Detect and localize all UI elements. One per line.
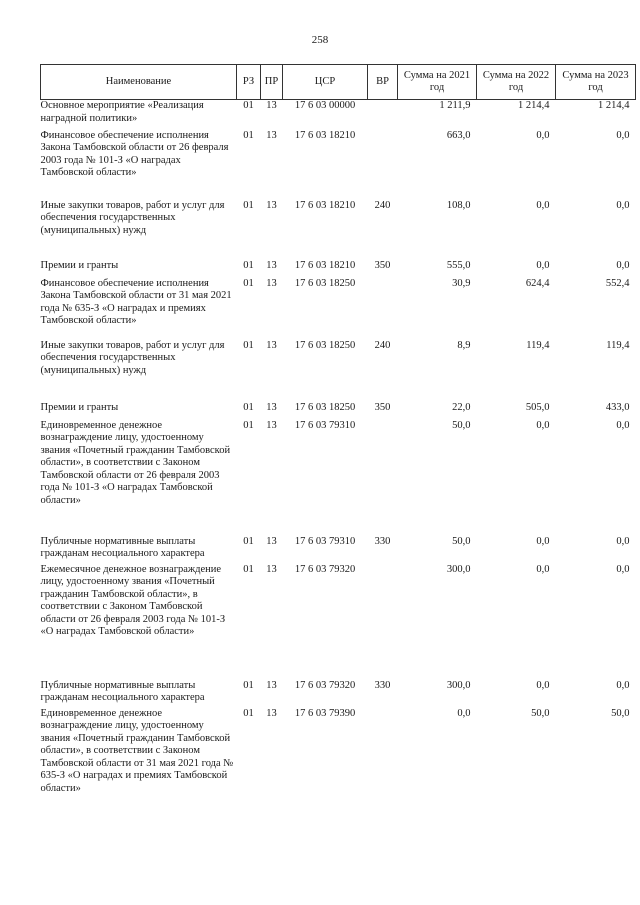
cell-sum-2023: 0,0 <box>616 419 630 431</box>
cell-vr <box>368 100 398 130</box>
cell-csr: 17 6 03 18250 <box>294 339 356 351</box>
cell-vr: 240 <box>374 339 391 351</box>
cell-csr: 17 6 03 18250 <box>294 277 356 289</box>
header-sum-2021: Сумма на 2021 год <box>398 65 477 100</box>
cell-sum-2022: 1 214,4 <box>518 100 550 111</box>
cell-sum-2022: 0,0 <box>536 259 550 271</box>
cell-pr: 13 <box>266 535 277 547</box>
cell-sum-2023: 119,4 <box>606 339 630 351</box>
cell-csr: 17 6 03 18210 <box>294 259 356 271</box>
cell-name: Ежемесячное денежное вознаграждение лицу, удостоенному звания «Почетный гражданин Тамбовской области», в соответствии с Законом Тамбовской области от 26 февраля 2003 года № 101-З «О наградах Тамбовской области» <box>40 563 226 637</box>
cell-vr: 330 <box>374 535 391 547</box>
cell-name: Иные закупки товаров, работ и услуг для обеспечения государственных (муниципальных) нужд <box>40 339 225 376</box>
cell-pr: 13 <box>266 707 277 719</box>
cell-name: Премии и гранты <box>40 401 119 413</box>
cell-name: Публичные нормативные выплаты гражданам несоциального характера <box>40 679 205 703</box>
cell-sum-2021: 50,0 <box>452 419 471 431</box>
cell-sum-2021: 1 211,9 <box>439 100 471 111</box>
cell-name: Публичные нормативные выплаты гражданам несоциального характера <box>40 535 205 559</box>
cell-sum-2021: 108,0 <box>446 199 471 211</box>
budget-table <box>40 64 636 824</box>
cell-rz: 01 <box>243 259 254 271</box>
page-number: 258 <box>311 34 329 46</box>
table-header <box>41 65 636 100</box>
header-pr: ПР <box>261 65 283 100</box>
header-csr: ЦСР <box>283 65 368 100</box>
cell-sum-2023: 433,0 <box>605 401 630 413</box>
cell-vr: 350 <box>374 401 391 413</box>
header-sum-2023: Сумма на 2023 год <box>556 65 636 100</box>
cell-sum-2021: 300,0 <box>446 563 471 575</box>
cell-sum-2021: 555,0 <box>446 259 471 271</box>
cell-rz: 01 <box>243 707 254 719</box>
cell-vr <box>368 130 398 200</box>
table-row <box>41 564 636 680</box>
cell-vr: 330 <box>374 679 391 691</box>
cell-sum-2021: 22,0 <box>452 401 471 413</box>
cell-sum-2022: 0,0 <box>536 679 550 691</box>
cell-name: Иные закупки товаров, работ и услуг для обеспечения государственных (муниципальных) нужд <box>40 199 225 236</box>
table-row <box>41 402 636 420</box>
table-row <box>41 536 636 564</box>
cell-sum-2021: 663,0 <box>446 129 471 141</box>
cell-vr <box>368 278 398 340</box>
table-row <box>41 680 636 708</box>
cell-sum-2023: 0,0 <box>616 535 630 547</box>
cell-sum-2021: 300,0 <box>446 679 471 691</box>
header-row <box>41 65 636 100</box>
header-sum-2022: Сумма на 2022 год <box>477 65 556 100</box>
cell-csr: 17 6 03 18250 <box>294 401 356 413</box>
cell-sum-2023: 0,0 <box>616 679 630 691</box>
cell-sum-2023: 0,0 <box>616 259 630 271</box>
header-vr: ВР <box>368 65 398 100</box>
table-row <box>41 420 636 536</box>
cell-pr: 13 <box>266 129 277 141</box>
cell-rz: 01 <box>243 339 254 351</box>
cell-rz: 01 <box>243 401 254 413</box>
cell-sum-2022: 505,0 <box>525 401 550 413</box>
cell-name: Единовременное денежное вознаграждение лицу, удостоенному звания «Почетный гражданин Тамбовской области», в соответствии с Законом Тамбовской области от 31 мая 2021 года № 635-З «О наградах и премиях Тамбовской области» <box>40 707 234 794</box>
cell-pr: 13 <box>266 199 277 211</box>
cell-csr: 17 6 03 00000 <box>294 100 356 111</box>
cell-csr: 17 6 03 79390 <box>294 707 356 719</box>
table-row <box>41 708 636 824</box>
cell-name: Единовременное денежное вознаграждение лицу, удостоенному звания «Почетный гражданин Тамбовской области», в соответствии с Законом Тамбовской области от 26 февраля 2003 года № 101-З «О наградах Тамбовской области» <box>40 419 231 506</box>
cell-vr: 350 <box>374 259 391 271</box>
cell-sum-2022: 0,0 <box>536 199 550 211</box>
cell-rz: 01 <box>243 679 254 691</box>
table-row <box>41 130 636 200</box>
cell-csr: 17 6 03 79310 <box>294 535 356 547</box>
table-row <box>41 340 636 402</box>
cell-vr <box>368 564 398 680</box>
cell-sum-2021: 0,0 <box>457 707 471 719</box>
table-row <box>41 200 636 260</box>
cell-sum-2022: 0,0 <box>536 419 550 431</box>
cell-name: Финансовое обеспечение исполнения Закона Тамбовской области от 26 февраля 2003 года № 101-З «О наградах Тамбовской области» <box>40 129 229 178</box>
cell-rz: 01 <box>243 419 254 431</box>
cell-csr: 17 6 03 79310 <box>294 419 356 431</box>
cell-rz: 01 <box>243 100 254 111</box>
cell-sum-2021: 30,9 <box>452 277 471 289</box>
cell-rz: 01 <box>243 199 254 211</box>
cell-pr: 13 <box>266 563 277 575</box>
cell-pr: 13 <box>266 419 277 431</box>
cell-csr: 17 6 03 79320 <box>294 563 356 575</box>
cell-name: Премии и гранты <box>40 259 119 271</box>
cell-sum-2022: 624,4 <box>525 277 550 289</box>
cell-vr: 240 <box>374 199 391 211</box>
cell-pr: 13 <box>266 679 277 691</box>
cell-pr: 13 <box>266 277 277 289</box>
cell-name: Основное мероприятие «Реализация наградной политики» <box>40 100 204 124</box>
cell-sum-2023: 0,0 <box>616 563 630 575</box>
header-name: Наименование <box>41 65 237 100</box>
header-rz: РЗ <box>237 65 261 100</box>
cell-pr: 13 <box>266 100 277 111</box>
cell-csr: 17 6 03 79320 <box>294 679 356 691</box>
cell-pr: 13 <box>266 259 277 271</box>
cell-pr: 13 <box>266 339 277 351</box>
cell-vr <box>368 708 398 824</box>
cell-sum-2023: 0,0 <box>616 199 630 211</box>
table-row <box>41 100 636 130</box>
cell-rz: 01 <box>243 535 254 547</box>
cell-sum-2023: 0,0 <box>616 129 630 141</box>
cell-sum-2023: 552,4 <box>605 277 630 289</box>
table-body <box>41 100 636 824</box>
cell-sum-2022: 50,0 <box>531 707 550 719</box>
cell-sum-2022: 119,4 <box>526 339 550 351</box>
cell-rz: 01 <box>243 129 254 141</box>
cell-csr: 17 6 03 18210 <box>294 199 356 211</box>
table-row <box>41 260 636 278</box>
cell-vr <box>368 420 398 536</box>
cell-pr: 13 <box>266 401 277 413</box>
cell-rz: 01 <box>243 277 254 289</box>
cell-name: Финансовое обеспечение исполнения Закона Тамбовской области от 31 мая 2021 года № 635-З «О наградах и премиях Тамбовской области» <box>40 277 232 326</box>
cell-csr: 17 6 03 18210 <box>294 129 356 141</box>
cell-sum-2021: 8,9 <box>457 339 471 351</box>
cell-rz: 01 <box>243 563 254 575</box>
cell-sum-2023: 1 214,4 <box>598 100 630 111</box>
cell-sum-2022: 0,0 <box>536 563 550 575</box>
cell-sum-2022: 0,0 <box>536 535 550 547</box>
cell-sum-2023: 50,0 <box>611 707 630 719</box>
table-row <box>41 278 636 340</box>
cell-sum-2022: 0,0 <box>536 129 550 141</box>
cell-sum-2021: 50,0 <box>452 535 471 547</box>
